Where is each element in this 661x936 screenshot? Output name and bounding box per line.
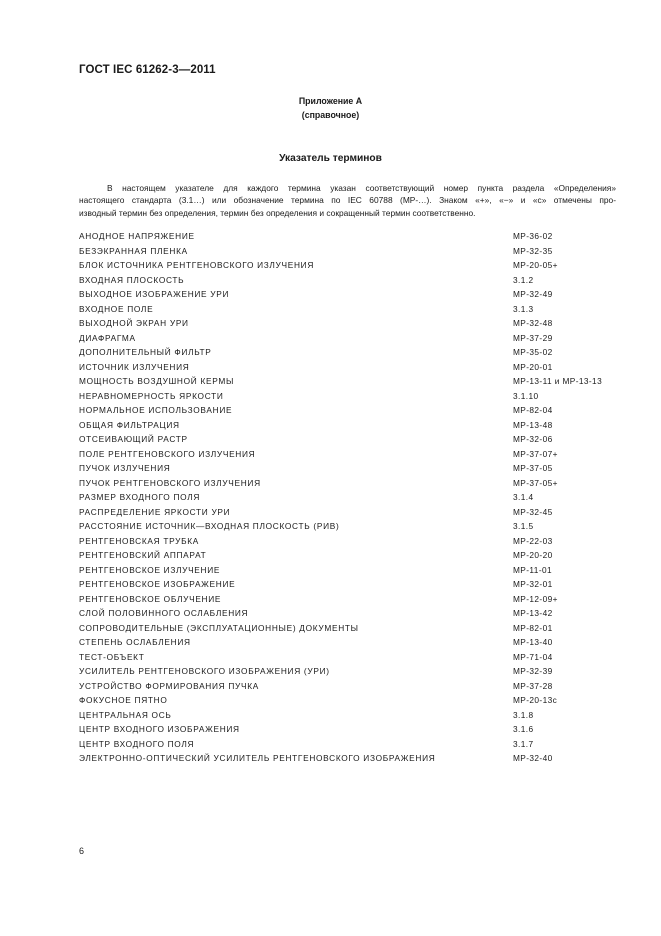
- term-row: [79, 273, 619, 288]
- document-header: ГОСТ IEC 61262-3—2011: [79, 64, 216, 76]
- terms-index-list: [79, 229, 619, 766]
- term-row: [79, 548, 619, 563]
- term-row: [79, 244, 619, 259]
- appendix-title: Приложение А: [298, 96, 363, 106]
- term-name: ИСТОЧНИК ИЗЛУЧЕНИЯ: [79, 361, 190, 372]
- term-row: [79, 606, 619, 621]
- term-reference: 3.1.5: [513, 521, 534, 531]
- term-name: СОПРОВОДИТЕЛЬНЫЕ (ЭКСПЛУАТАЦИОННЫЕ) ДОКУМЕНТЫ: [79, 622, 359, 633]
- term-row: [79, 316, 619, 331]
- term-name: РЕНТГЕНОВСКОЕ ОБЛУЧЕНИЕ: [79, 593, 222, 604]
- term-row: [79, 447, 619, 462]
- term-row: [79, 331, 619, 346]
- term-reference: МР-13-11 и МР-13-13: [513, 376, 603, 386]
- term-reference: 3.1.3: [513, 303, 534, 314]
- page-number: 6: [79, 846, 85, 856]
- term-reference: МР-20-20: [513, 550, 553, 560]
- term-reference: МР-82-01: [513, 622, 553, 633]
- term-reference: МР-37-05: [513, 463, 553, 473]
- term-row: [79, 287, 619, 302]
- term-row: [79, 432, 619, 447]
- term-name: УСТРОЙСТВО ФОРМИРОВАНИЯ ПУЧКА: [79, 680, 259, 691]
- term-name: ЦЕНТР ВХОДНОГО ИЗОБРАЖЕНИЯ: [79, 724, 240, 734]
- term-reference: 3.1.7: [513, 738, 534, 749]
- term-row: [79, 534, 619, 549]
- term-reference: МР-32-48: [513, 318, 553, 328]
- term-name: СТЕПЕНЬ ОСЛАБЛЕНИЯ: [79, 637, 191, 647]
- term-reference: МР-82-04: [513, 405, 553, 415]
- term-name: ТЕСТ-ОБЪЕКТ: [79, 651, 145, 662]
- term-reference: 3.1.10: [513, 390, 539, 401]
- term-reference: 3.1.2: [513, 274, 534, 285]
- term-name: ОТСЕИВАЮЩИЙ РАСТР: [79, 434, 188, 444]
- term-name: ВЫХОДНОЙ ЭКРАН УРИ: [79, 318, 189, 328]
- term-row: [79, 693, 619, 708]
- term-row: [79, 519, 619, 534]
- appendix-type: (справочное): [301, 110, 360, 120]
- term-reference: МР-32-35: [513, 245, 553, 256]
- term-reference: МР-71-04: [513, 651, 553, 662]
- term-name: РЕНТГЕНОВСКОЕ ИЗЛУЧЕНИЕ: [79, 564, 221, 575]
- term-reference: МР-37-28: [513, 680, 553, 691]
- term-row: [79, 577, 619, 592]
- section-title: Указатель терминов: [279, 153, 382, 164]
- term-row: [79, 563, 619, 578]
- term-row: [79, 679, 619, 694]
- term-row: [79, 592, 619, 607]
- term-name: РАСПРЕДЕЛЕНИЕ ЯРКОСТИ УРИ: [79, 506, 231, 517]
- term-reference: МР-32-39: [513, 666, 553, 676]
- term-reference: МР-11-01: [513, 564, 553, 575]
- term-row: [79, 403, 619, 418]
- term-name: СЛОЙ ПОЛОВИННОГО ОСЛАБЛЕНИЯ: [79, 608, 249, 618]
- term-reference: МР-37-07+: [513, 448, 558, 459]
- term-reference: 3.1.6: [513, 724, 534, 734]
- term-row: [79, 389, 619, 404]
- term-name: ВХОДНОЕ ПОЛЕ: [79, 303, 154, 314]
- term-row: [79, 664, 619, 679]
- term-name: РЕНТГЕНОВСКОЕ ИЗОБРАЖЕНИЕ: [79, 579, 236, 589]
- term-name: РАЗМЕР ВХОДНОГО ПОЛЯ: [79, 492, 201, 502]
- term-name: НЕРАВНОМЕРНОСТЬ ЯРКОСТИ: [79, 390, 224, 401]
- term-reference: 3.1.4: [513, 492, 534, 502]
- term-reference: МР-12-09+: [513, 593, 558, 604]
- term-reference: МР-13-40: [513, 637, 553, 647]
- term-row: [79, 476, 619, 491]
- term-name: ВЫХОДНОЕ ИЗОБРАЖЕНИЕ УРИ: [79, 289, 230, 299]
- term-name: ЦЕНТРАЛЬНАЯ ОСЬ: [79, 709, 172, 720]
- term-name: НОРМАЛЬНОЕ ИСПОЛЬЗОВАНИЕ: [79, 405, 233, 415]
- term-name: ДИАФРАГМА: [79, 332, 136, 343]
- term-reference: МР-32-01: [513, 579, 553, 589]
- term-row: [79, 345, 619, 360]
- intro-paragraph: [79, 182, 616, 219]
- term-reference: 3.1.8: [513, 709, 534, 720]
- term-reference: МР-32-40: [513, 753, 553, 763]
- term-row: [79, 505, 619, 520]
- term-name: БЛОК ИСТОЧНИКА РЕНТГЕНОВСКОГО ИЗЛУЧЕНИЯ: [79, 260, 315, 270]
- term-reference: МР-37-29: [513, 332, 553, 343]
- term-row: [79, 635, 619, 650]
- intro-line: В настоящем указателе для каждого термина указан соответствующий номер пункта раздела «Определения»: [107, 183, 616, 193]
- term-name: ПУЧОК РЕНТГЕНОВСКОГО ИЗЛУЧЕНИЯ: [79, 477, 261, 488]
- term-row: [79, 418, 619, 433]
- term-name: АНОДНОЕ НАПРЯЖЕНИЕ: [79, 231, 195, 241]
- term-row: [79, 360, 619, 375]
- term-name: УСИЛИТЕЛЬ РЕНТГЕНОВСКОГО ИЗОБРАЖЕНИЯ (УРИ): [79, 666, 330, 676]
- term-name: ОБЩАЯ ФИЛЬТРАЦИЯ: [79, 419, 180, 430]
- term-row: [79, 374, 619, 389]
- term-name: МОЩНОСТЬ ВОЗДУШНОЙ КЕРМЫ: [79, 376, 235, 386]
- intro-line: изводный термин без определения, термин без определения и сокращенный термин соответственно.: [79, 207, 476, 218]
- term-name: РЕНТГЕНОВСКАЯ ТРУБКА: [79, 535, 200, 546]
- term-row: [79, 229, 619, 244]
- term-row: [79, 737, 619, 752]
- term-reference: МР-20-01: [513, 361, 553, 372]
- term-name: РАССТОЯНИЕ ИСТОЧНИК—ВХОДНАЯ ПЛОСКОСТЬ (РИВ): [79, 521, 340, 531]
- term-row: [79, 751, 619, 766]
- term-reference: МР-20-13с: [513, 695, 558, 705]
- term-reference: МР-20-05+: [513, 260, 558, 270]
- term-name: ЭЛЕКТРОННО-ОПТИЧЕСКИЙ УСИЛИТЕЛЬ РЕНТГЕНОВСКОГО ИЗОБРАЖЕНИЯ: [79, 753, 436, 763]
- term-row: [79, 461, 619, 476]
- term-reference: МР-32-06: [513, 434, 553, 444]
- term-row: [79, 708, 619, 723]
- term-name: ПУЧОК ИЗЛУЧЕНИЯ: [79, 463, 171, 473]
- term-name: БЕЗЭКРАННАЯ ПЛЕНКА: [79, 245, 188, 256]
- term-reference: МР-13-48: [513, 419, 553, 430]
- term-name: ФОКУСНОЕ ПЯТНО: [79, 695, 168, 705]
- term-reference: МР-13-42: [513, 608, 553, 618]
- term-reference: МР-22-03: [513, 535, 553, 546]
- term-name: ДОПОЛНИТЕЛЬНЫЙ ФИЛЬТР: [79, 347, 212, 357]
- term-name: ЦЕНТР ВХОДНОГО ПОЛЯ: [79, 738, 195, 749]
- term-reference: МР-32-49: [513, 289, 553, 299]
- term-row: [79, 621, 619, 636]
- term-row: [79, 302, 619, 317]
- term-name: ВХОДНАЯ ПЛОСКОСТЬ: [79, 274, 185, 285]
- term-reference: МР-35-02: [513, 347, 553, 357]
- term-row: [79, 490, 619, 505]
- intro-line: настоящего стандарта (3.1…) или обозначение термина по IEC 60788 (МР-…). Знаком «+», «−» и «с» отмечены про-: [79, 195, 616, 206]
- term-name: ПОЛЕ РЕНТГЕНОВСКОГО ИЗЛУЧЕНИЯ: [79, 448, 256, 459]
- term-row: [79, 650, 619, 665]
- term-name: РЕНТГЕНОВСКИЙ АППАРАТ: [79, 550, 207, 560]
- term-reference: МР-36-02: [513, 231, 553, 241]
- term-row: [79, 258, 619, 273]
- term-row: [79, 722, 619, 737]
- term-reference: МР-32-45: [513, 506, 553, 517]
- term-reference: МР-37-05+: [513, 477, 558, 488]
